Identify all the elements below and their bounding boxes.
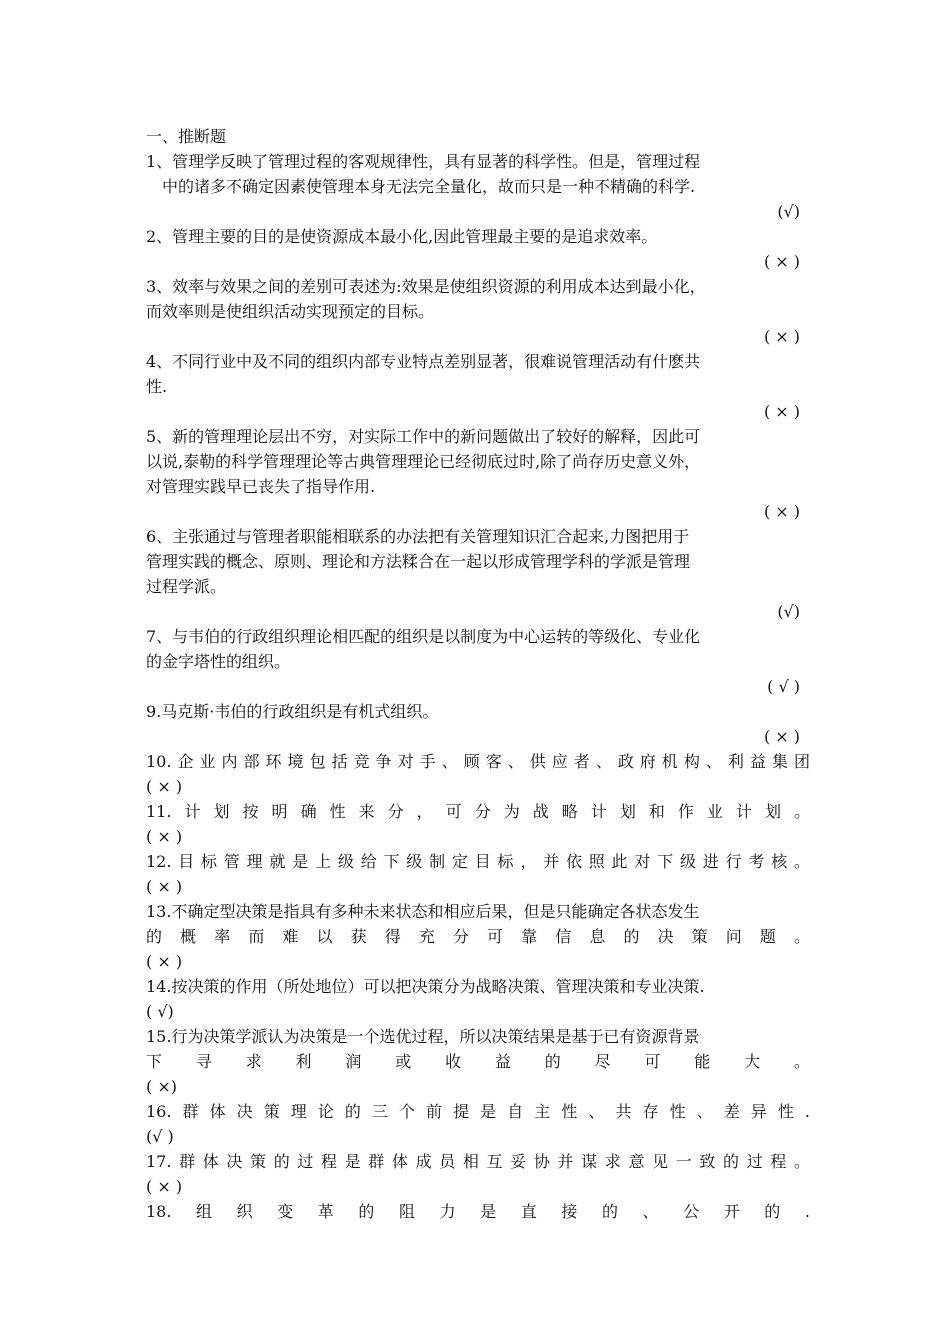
text-line: 的金字塔性的组织。	[146, 652, 291, 671]
text-line: 7、与韦伯的行政组织理论相匹配的组织是以制度为中心运转的等级化、专业化	[146, 627, 701, 646]
answer-mark: ( × )	[763, 402, 800, 421]
answer-mark: (√)	[777, 602, 800, 621]
text-line: 4、不同行业中及不同的组织内部专业特点差别显著，很难说管理活动有什麽共	[146, 352, 701, 371]
text-line: 11.计划按明确性来分，可分为战略计划和作业计划。	[146, 802, 810, 821]
text-line: 性.	[146, 377, 168, 396]
text-line: 过程学派。	[146, 577, 227, 596]
text-line: 14.按决策的作用（所处地位）可以把决策分为战略决策、管理决策和专业决策.	[146, 977, 705, 996]
text-line: ( √)	[146, 1002, 174, 1021]
text-line: 18.组织变革的阻力是直接的、公开的.	[146, 1202, 810, 1221]
text-line: 6、主张通过与管理者职能相联系的办法把有关管理知识汇合起来,力图把用于	[146, 527, 690, 546]
answer-mark: ( × )	[763, 252, 800, 271]
answer-mark: ( × )	[763, 727, 800, 746]
text-line: 10.企业内部环境包括竞争对手、顾客、供应者、政府机构、利益集团	[146, 752, 810, 771]
text-line: 中的诸多不确定因素使管理本身无法完全量化，故而只是一种不精确的科学.	[162, 177, 696, 196]
text-line: 17.群体决策的过程是群体成员相互妥协并谋求意见一致的过程。	[146, 1152, 810, 1171]
answer-mark: ( √ )	[767, 677, 800, 696]
text-line: 16.群体决策理论的三个前提是自主性、共存性、差异性.	[146, 1102, 810, 1121]
answer-mark: ( × )	[763, 327, 800, 346]
text-line: 12.目标管理就是上级给下级制定目标，并依照此对下级进行考核。	[146, 852, 810, 871]
text-line: 以说,泰勒的科学管理理论等古典管理理论已经彻底过时,除了尚存历史意义外，	[146, 452, 701, 471]
answer-mark: (√)	[777, 202, 800, 221]
document-page	[146, 124, 810, 1224]
text-line: ( × )	[146, 1177, 183, 1196]
text-line: 5、新的管理理论层出不穷，对实际工作中的新问题做出了较好的解释，因此可	[146, 427, 701, 446]
text-line: ( × )	[146, 877, 183, 896]
section-title: 一、推断题	[146, 127, 227, 146]
text-line: 2、管理主要的目的是使资源成本最小化,因此管理最主要的是追求效率。	[146, 227, 658, 246]
text-line: 15.行为决策学派认为决策是一个选优过程，所以决策结果是基于已有资源背景	[146, 1027, 700, 1046]
text-line: 下寻求利润或收益的尽可能大。	[146, 1052, 810, 1071]
text-line: 13.不确定型决策是指具有多种未来状态和相应后果，但是只能确定各状态发生	[146, 902, 700, 921]
text-line: 管理实践的概念、原则、理论和方法糅合在一起以形成管理学科的学派是管理	[146, 552, 691, 571]
answer-mark: ( × )	[763, 502, 800, 521]
text-line: ( × )	[146, 952, 183, 971]
question-list	[146, 149, 810, 1224]
text-line: 1、管理学反映了管理过程的客观规律性，具有显著的科学性。但是，管理过程	[146, 152, 701, 171]
text-line: ( × )	[146, 827, 183, 846]
text-line: 对管理实践早已丧失了指导作用.	[146, 477, 376, 496]
text-line: 而效率则是使组织活动实现预定的目标。	[146, 302, 435, 321]
text-line: ( × )	[146, 777, 183, 796]
text-line: ( ×)	[146, 1077, 177, 1096]
text-line: 的概率而难以获得充分可靠信息的决策问题。	[146, 927, 810, 946]
text-line: 9.马克斯·韦伯的行政组织是有机式组织。	[146, 702, 439, 721]
text-line: (√ )	[146, 1127, 174, 1146]
text-line: 3、效率与效果之间的差别可表述为:效果是使组织资源的利用成本达到最小化，	[146, 277, 706, 296]
